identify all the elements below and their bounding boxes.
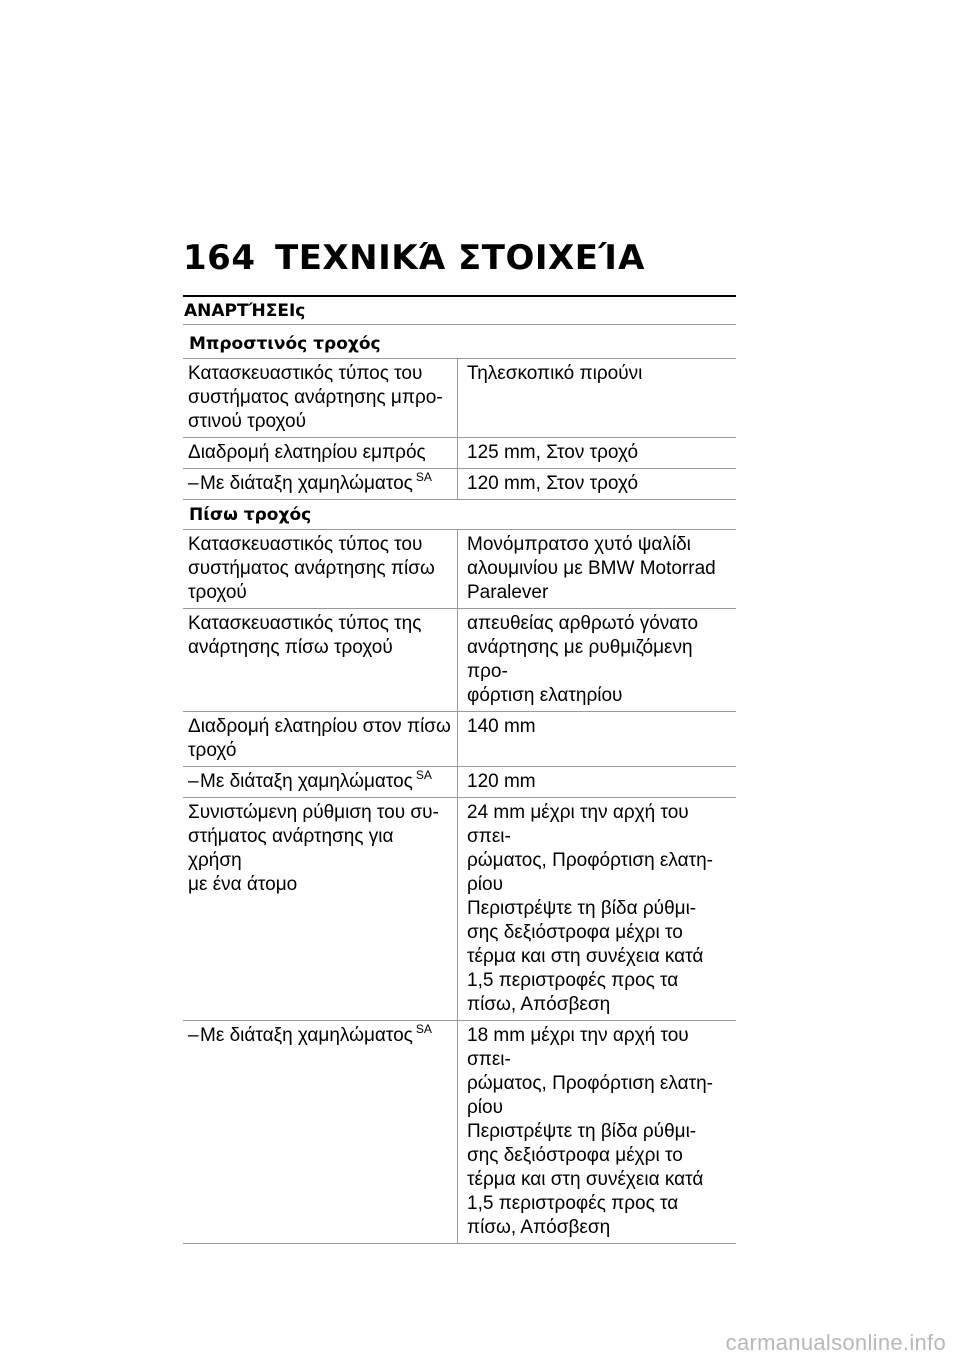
spec-label (183, 438, 458, 468)
sa-marker: SA (415, 470, 432, 484)
spec-value-line: 120 mm (467, 771, 536, 792)
spec-label (183, 1021, 458, 1243)
table-row (183, 438, 736, 469)
spec-label-line: Κατασκευαστικός τύπος του (188, 363, 423, 384)
chapter-title: ΤΕΧΝΙΚΆ ΣΤΟΙΧΕΊΑ (275, 238, 645, 278)
spec-value-line: ρώματος, Προφόρτιση ελατη- (467, 1073, 713, 1094)
table-row (183, 798, 736, 1021)
spec-value (458, 798, 736, 1020)
spec-label-line: στήματος ανάρτησης για χρήση (188, 826, 394, 871)
spec-table (183, 329, 736, 1244)
table-row (183, 712, 736, 767)
spec-value (458, 609, 736, 711)
spec-value-line: 1,5 περιστροφές προς τα (467, 970, 679, 991)
spec-value (458, 712, 736, 766)
spec-label-line: Κατασκευαστικός τύπος της (188, 613, 422, 634)
spec-value-line: σης δεξιόστροφα μέχρι το (467, 1145, 683, 1166)
section-title: ΑΝΑΡΤΉΣΕΙς (183, 295, 736, 325)
dash-marker: – (188, 473, 199, 494)
spec-value-line: ανάρτησης με ρυθμιζόμενη προ- (467, 637, 693, 682)
spec-label-line: τροχό (188, 740, 237, 761)
spec-value-line: τέρμα και στη συνέχεια κατά (467, 946, 704, 967)
spec-value-line: αλουμινίου με BMW Motorrad (467, 558, 716, 579)
spec-value-line: Περιστρέψτε τη βίδα ρύθμι- (467, 1121, 697, 1142)
spec-label-line: με ένα άτομο (188, 874, 298, 895)
spec-value-line: Paralever (467, 582, 549, 603)
spec-label-line: ανάρτησης πίσω τροχού (188, 637, 393, 658)
dash-marker: – (188, 771, 199, 792)
spec-label-line (188, 770, 451, 794)
front-wheel-subtitle: Μπροστινός τροχός (183, 329, 736, 359)
spec-value-line: Μονόμπρατσο χυτό ψαλίδι (467, 534, 691, 555)
spec-label-line: Συνιστώμενη ρύθμιση του συ- (188, 802, 439, 823)
spec-value-line: 1,5 περιστροφές προς τα (467, 1193, 679, 1214)
spec-value-line: Περιστρέψτε τη βίδα ρύθμι- (467, 898, 697, 919)
spec-label-line: στινού τροχού (188, 411, 306, 432)
table-row (183, 530, 736, 609)
rear-wheel-subtitle: Πίσω τροχός (183, 500, 736, 530)
spec-value (458, 767, 736, 797)
spec-value-line: ρίου (467, 1097, 503, 1118)
table-row (183, 359, 736, 438)
spec-label (183, 767, 458, 797)
spec-label-line: συστήματος ανάρτησης πίσω (188, 558, 435, 579)
spec-value-line: πίσω, Απόσβεση (467, 1217, 611, 1238)
spec-label-text: Με διάταξη χαμηλώματος (200, 473, 413, 494)
spec-value-line: 18 mm μέχρι την αρχή του σπει- (467, 1025, 689, 1070)
spec-value-line: φόρτιση ελατηρίου (467, 685, 623, 706)
spec-label-line: συστήματος ανάρτησης μπρο- (188, 387, 443, 408)
spec-value-line: 140 mm (467, 716, 536, 737)
spec-value-line: 125 mm, Στον τροχό (467, 442, 639, 463)
spec-label-line: Διαδρομή ελατηρίου στον πίσω (188, 716, 451, 737)
spec-label-text: Με διάταξη χαμηλώματος (200, 771, 413, 792)
spec-value-line: ρώματος, Προφόρτιση ελατη- (467, 850, 713, 871)
spec-label-text: Με διάταξη χαμηλώματος (200, 1025, 413, 1046)
spec-value-line: πίσω, Απόσβεση (467, 994, 611, 1015)
watermark: carmanualsonline.info (725, 1330, 946, 1355)
spec-label (183, 469, 458, 499)
spec-label-line: Κατασκευαστικός τύπος του (188, 534, 423, 555)
spec-label (183, 712, 458, 766)
spec-value (458, 1021, 736, 1243)
spec-value-line: ρίου (467, 874, 503, 895)
spec-label-line (188, 1024, 451, 1048)
spec-value-line: απευθείας αρθρωτό γόνατο (467, 613, 699, 634)
spec-value (458, 530, 736, 608)
sa-marker: SA (415, 1022, 432, 1036)
spec-label-line: τροχού (188, 582, 247, 603)
spec-label (183, 798, 458, 1020)
spec-label (183, 530, 458, 608)
spec-value-line: 24 mm μέχρι την αρχή του σπει- (467, 802, 689, 847)
table-row (183, 469, 736, 500)
spec-label (183, 359, 458, 437)
spec-value (458, 359, 736, 437)
table-row (183, 767, 736, 798)
dash-marker: – (188, 1025, 199, 1046)
spec-value-line: τέρμα και στη συνέχεια κατά (467, 1169, 704, 1190)
page-number: 164 (183, 238, 256, 278)
spec-value (458, 469, 736, 499)
spec-label-line: Διαδρομή ελατηρίου εμπρός (188, 442, 426, 463)
table-row (183, 609, 736, 712)
spec-label-line (188, 472, 451, 496)
sa-marker: SA (415, 768, 432, 782)
spec-value-line: 120 mm, Στον τροχό (467, 473, 639, 494)
spec-label (183, 609, 458, 711)
page-header (183, 238, 743, 278)
spec-value-line: Τηλεσκοπικό πιρούνι (467, 363, 643, 384)
spec-value-line: σης δεξιόστροφα μέχρι το (467, 922, 683, 943)
table-row (183, 1021, 736, 1244)
spec-value (458, 438, 736, 468)
